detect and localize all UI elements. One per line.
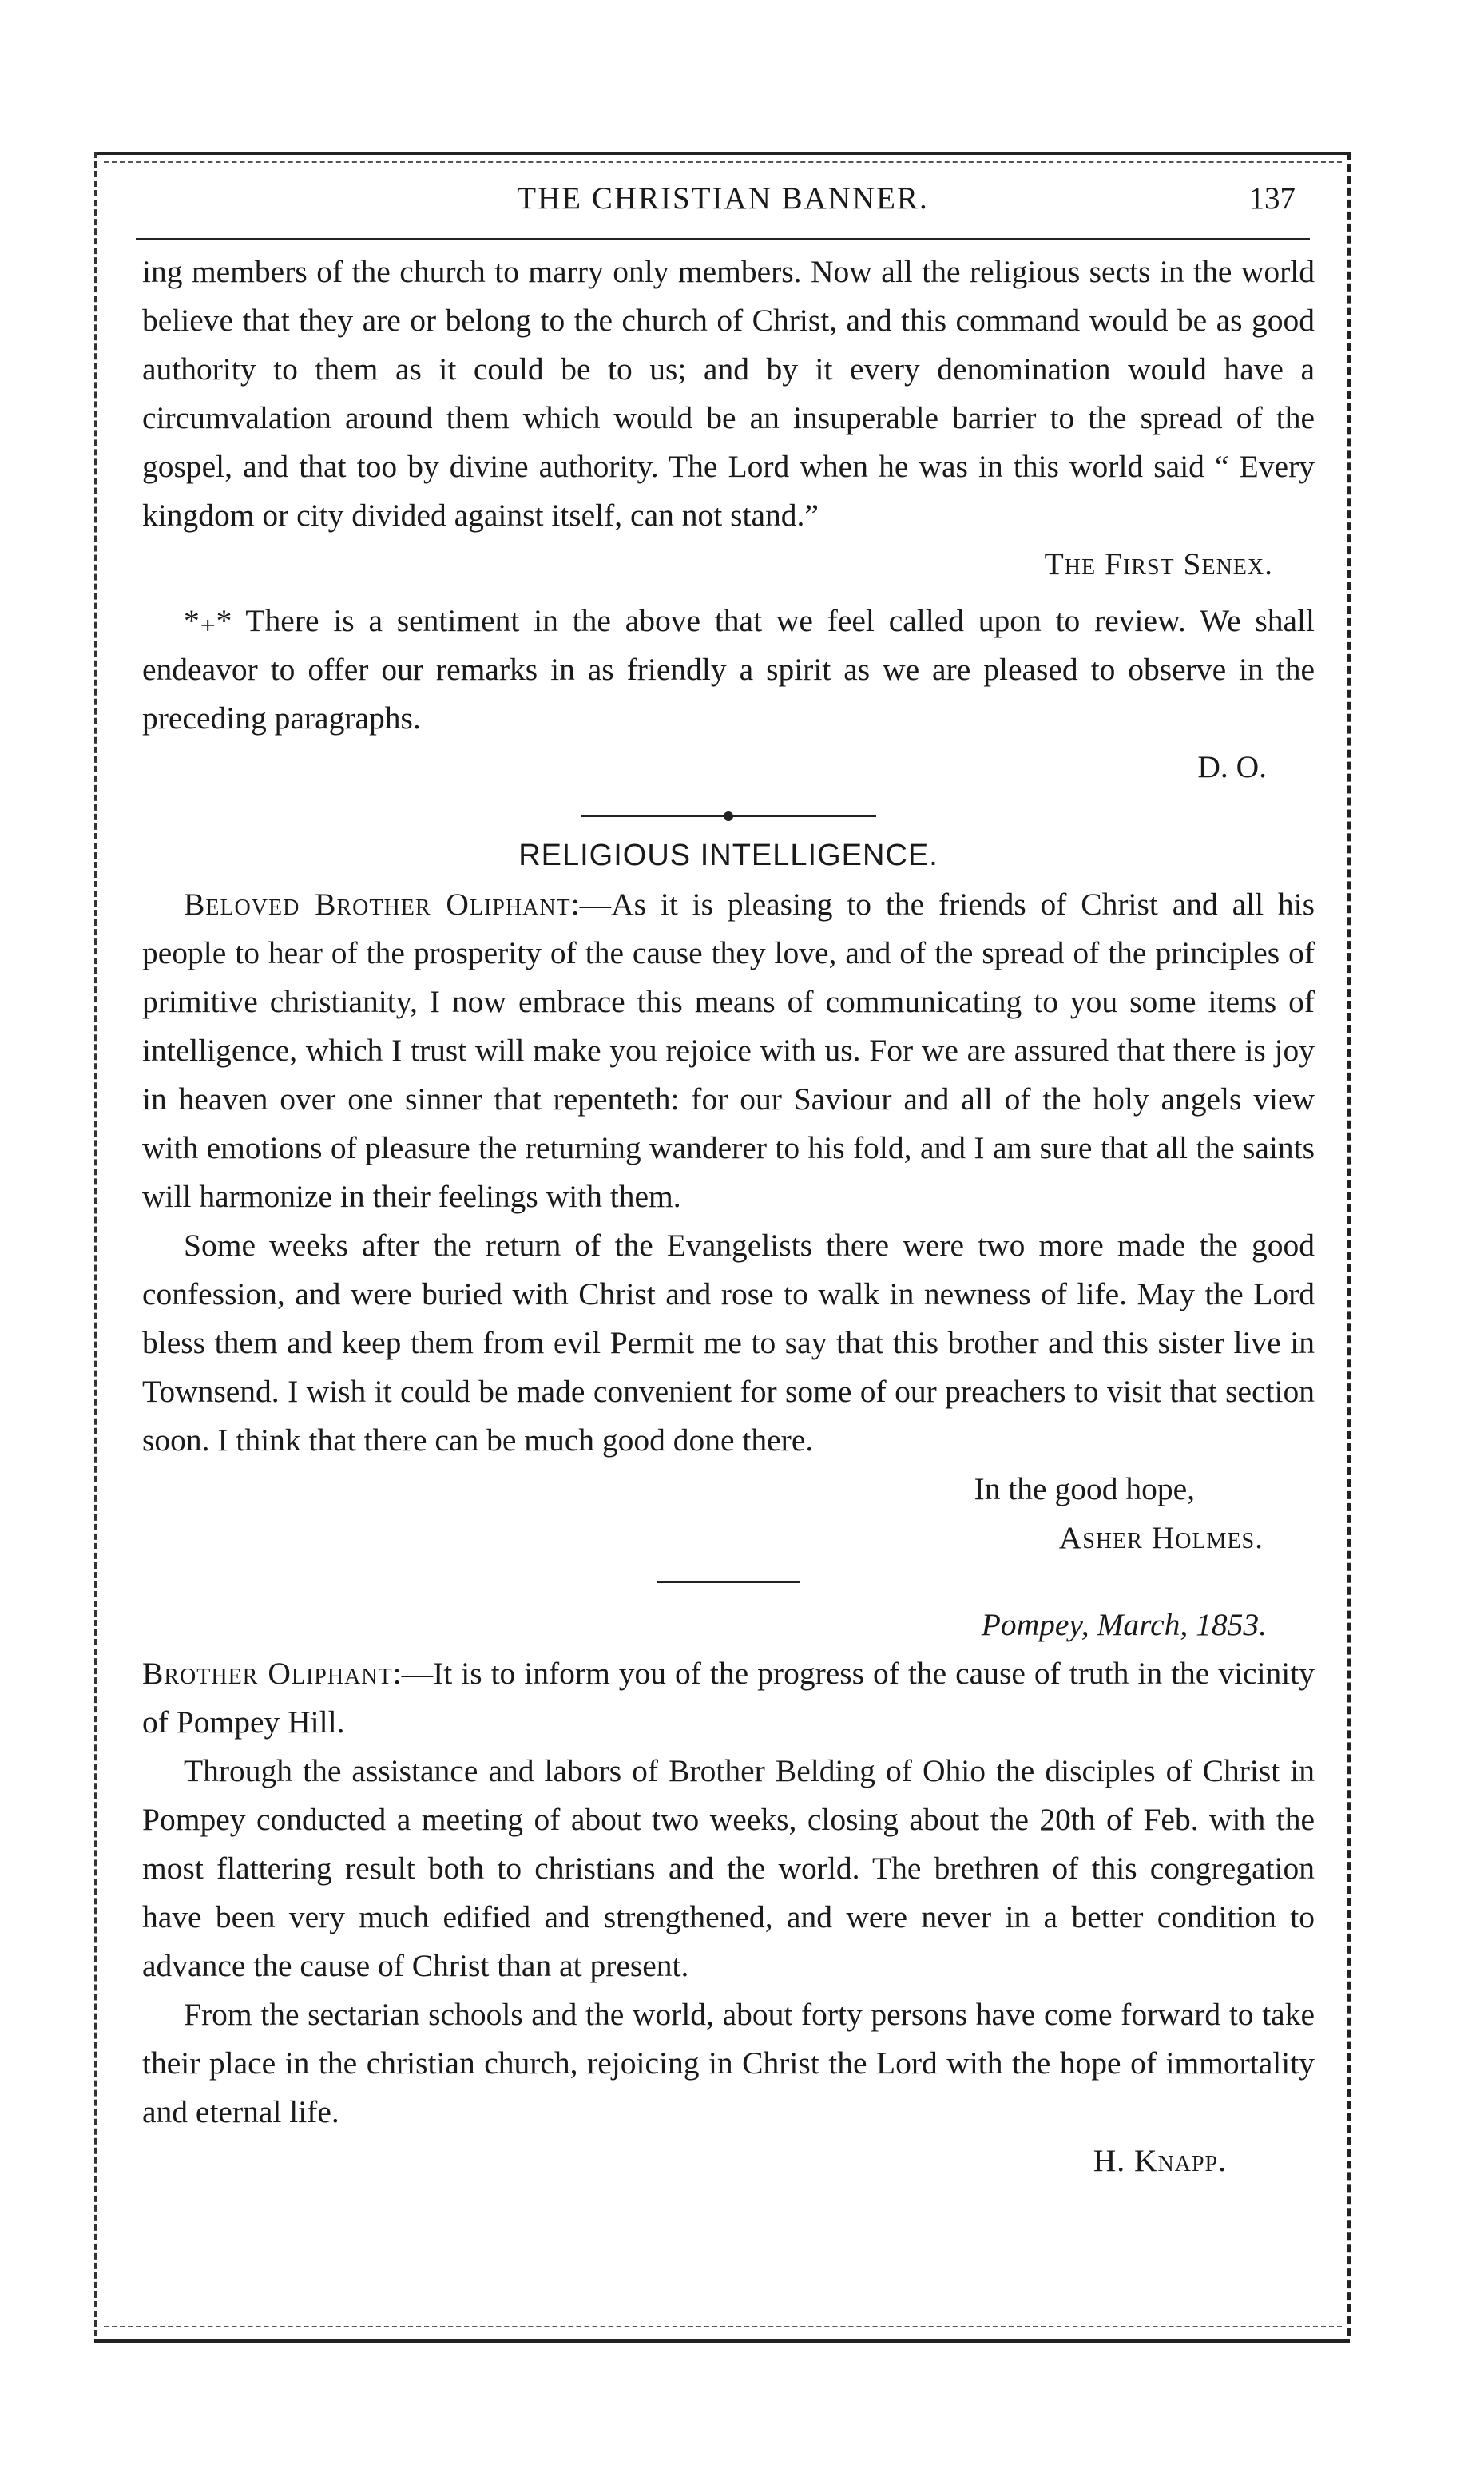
article-body	[142, 248, 1315, 2185]
letter2-paragraph-1: Brother Oliphant:—It is to inform you of the progress of the cause of truth in the vicinity of Pompey Hill.	[142, 1656, 1315, 1740]
section-title: RELIGIOUS INTELLIGENCE.	[518, 839, 938, 872]
letter2-paragraph-3: From the sectarian schools and the world, about forty persons have come forward to take their place in the christian church, rejoicing in Christ the Lord with the hope of immortality and eternal life.	[142, 1997, 1315, 2129]
letter2-salutation: Brother Oliphant	[142, 1656, 393, 1691]
signature-h-knapp: H. Knapp.	[1093, 2143, 1227, 2178]
page-header	[136, 181, 1310, 228]
signature-asher-holmes: Asher Holmes.	[1058, 1520, 1264, 1555]
left-border-rule	[94, 152, 97, 2336]
signature-first-senex: The First Senex.	[1044, 546, 1273, 581]
top-inner-rule	[104, 161, 1342, 163]
bottom-inner-rule	[104, 2326, 1342, 2327]
page-number: 137	[1248, 181, 1296, 216]
continuation-paragraph: ing members of the church to marry only members. Now all the religious sects in the world believe that they are or belong to the church of Christ, and this command would be as good authority to them as it could be to us; and by it every denomination would have a circumvalation around them which would be an insuperable barrier to the spread of the gospel, and that too by divine authority. The Lord when he was in this world said “ Every kingdom or city divided against itself, can not stand.”	[142, 254, 1315, 533]
letter1-paragraph-2: Some weeks after the return of the Evangelists there were two more made the good confession, and were buried with Christ and rose to walk in newness of life. May the Lord bless them and keep them from evil Permit me to say that this brother and this sister live in Townsend. I wish it could be made convenient for some of our preachers to visit that section soon. I think that there can be much good done there.	[142, 1228, 1315, 1458]
letter2-paragraph-2: Through the assistance and labors of Brother Belding of Ohio the disciples of Christ in Pompey conducted a meeting of about two weeks, closing about the 20th of Feb. with the most flattering result both to christians and the world. The brethren of this congregation have been very much edified and strengthened, and were never in a better condition to advance the cause of Christ than at present.	[142, 1753, 1315, 1983]
signature-editor: D. O.	[1197, 749, 1267, 784]
letter2-dateline: Pompey, March, 1853.	[981, 1607, 1267, 1642]
letter1-salutation: Beloved Brother Oliphant	[184, 887, 571, 922]
section-divider	[142, 800, 1315, 831]
letter-divider	[142, 1562, 1315, 1601]
running-head: THE CHRISTIAN BANNER.	[517, 181, 929, 216]
right-border-rule	[1347, 152, 1351, 2336]
letter1-closing: In the good hope,	[974, 1471, 1195, 1506]
header-rule	[136, 238, 1310, 240]
letter1-paragraph-1: Beloved Brother Oliphant:—As it is pleasing to the friends of Christ and all his people to hear of the prosperity of the cause they love, and of the spread of the principles of primitive christianity, I now embrace this means of communicating to you some items of intelligence, which I trust will make you rejoice with us. For we are assured that there is joy in heaven over one sinner that repenteth: for our Saviour and all of the holy angels view with emotions of pleasure the returning wanderer to his fold, and I am sure that all the saints will harmonize in their feelings with them.	[142, 887, 1315, 1214]
editor-note: *₊* There is a sentiment in the above that we feel called upon to review. We shall endeavor to offer our remarks in as friendly a spirit as we are pleased to observe in the preceding paragraphs.	[142, 603, 1315, 736]
